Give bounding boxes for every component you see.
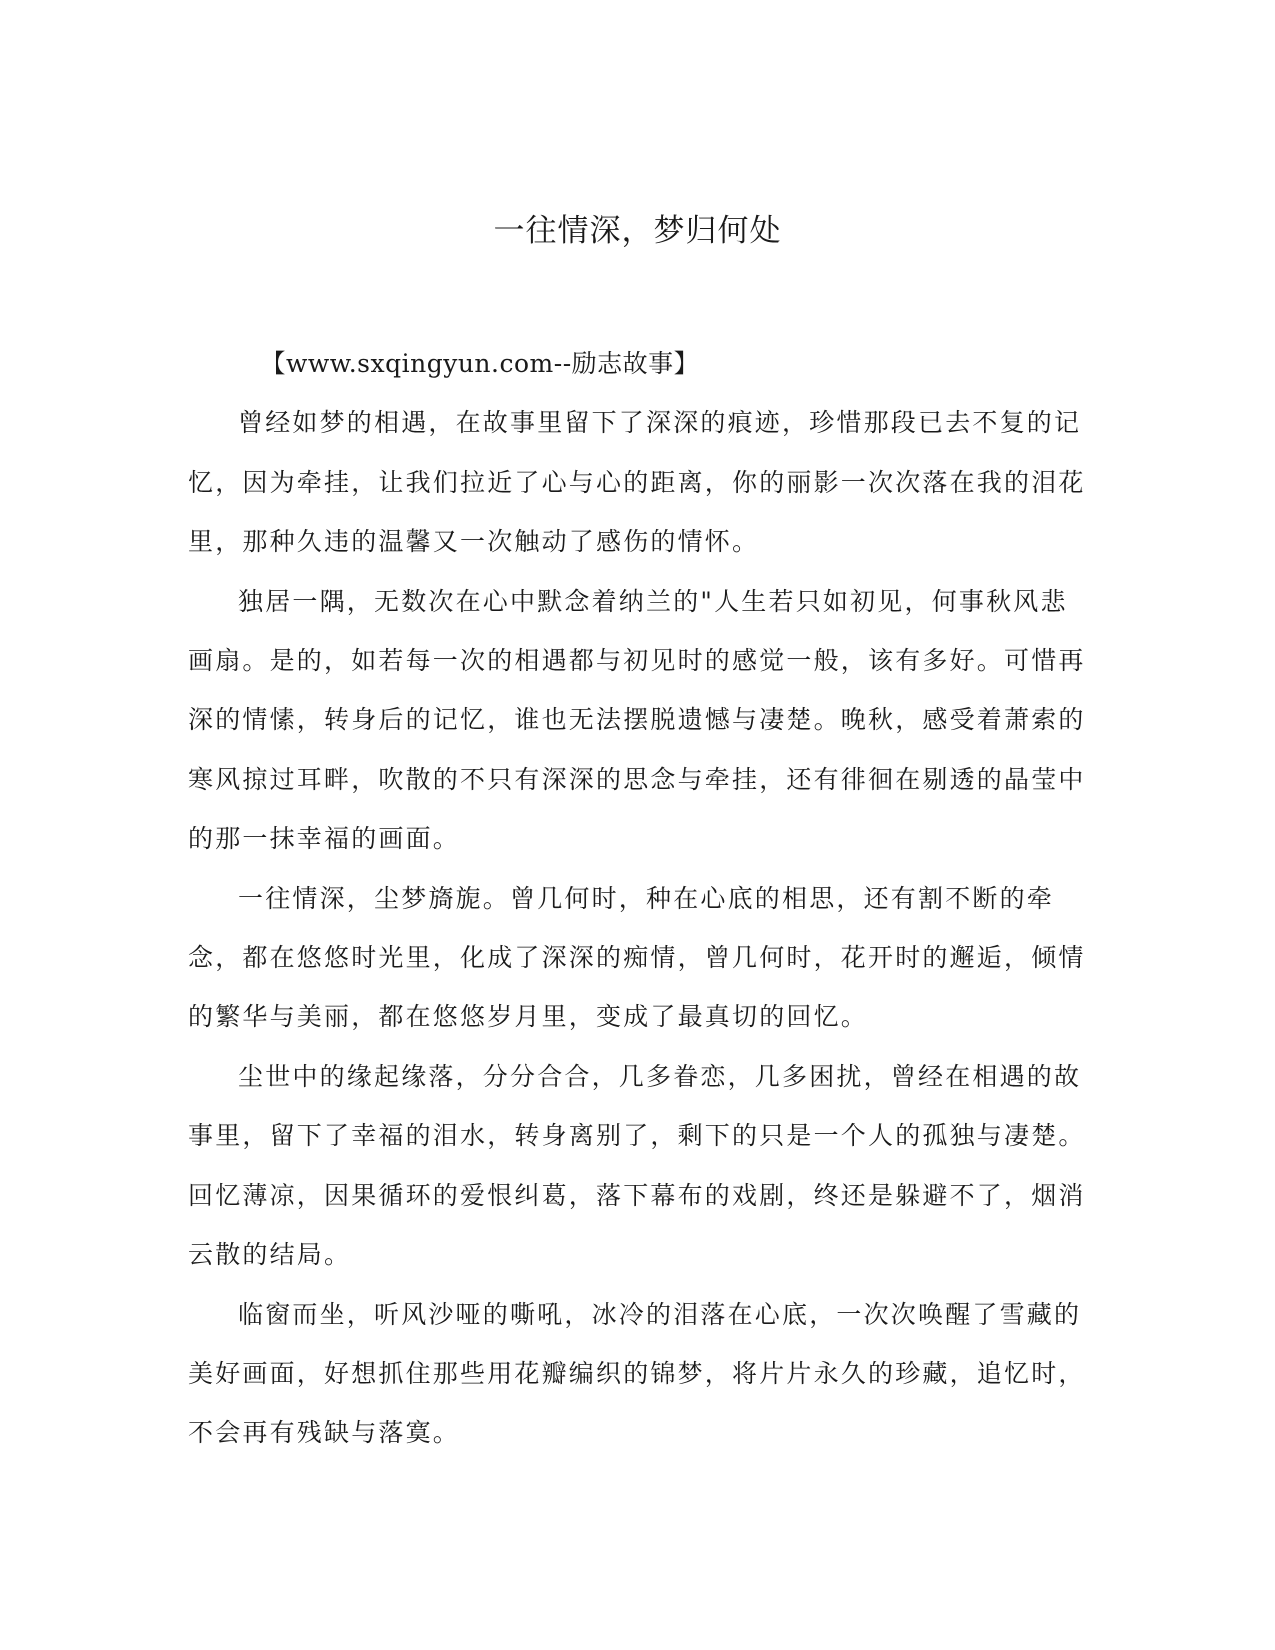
paragraph: 临窗而坐，听风沙哑的嘶吼，冰冷的泪落在心底，一次次唤醒了雪藏的美好画面，好想抓住那些用花瓣编织的锦梦，将片片永久的珍藏，追忆时，不会再有残缺与落寞。 — [188, 1299, 1086, 1448]
document-body — [188, 334, 1088, 1463]
paragraph: 尘世中的缘起缘落，分分合合，几多眷恋，几多困扰，曾经在相遇的故事里，留下了幸福的泪水，转身离别了，剩下的只是一个人的孤独与凄楚。回忆薄凉，因果循环的爱恨纠葛，落下幕布的戏剧，终还是躲避不了，烟消云散的结局。 — [188, 1061, 1086, 1270]
source-line: 【www.sxqingyun.com--励志故事】 — [260, 349, 700, 378]
paragraph: 独居一隅，无数次在心中默念着纳兰的"人生若只如初见，何事秋风悲画扇。是的，如若每一次的相遇都与初见时的感觉一般，该有多好。可惜再深的情愫，转身后的记忆，谁也无法摆脱遗憾与凄楚。晚秋，感受着萧索的寒风掠过耳畔，吹散的不只有深深的思念与牵挂，还有徘徊在剔透的晶莹中的那一抹幸福的画面。 — [188, 586, 1086, 854]
paragraph: 曾经如梦的相遇，在故事里留下了深深的痕迹，珍惜那段已去不复的记忆，因为牵挂，让我们拉近了心与心的距离，你的丽影一次次落在我的泪花里，那种久违的温馨又一次触动了感伤的情怀。 — [188, 408, 1086, 557]
document-title: 一往情深，梦归何处 — [493, 213, 782, 249]
paragraph: 一往情深，尘梦旖旎。曾几何时，种在心底的相思，还有割不断的牵念，都在悠悠时光里，化成了深深的痴情，曾几何时，花开时的邂逅，倾情的繁华与美丽，都在悠悠岁月里，变成了最真切的回忆。 — [188, 883, 1086, 1032]
